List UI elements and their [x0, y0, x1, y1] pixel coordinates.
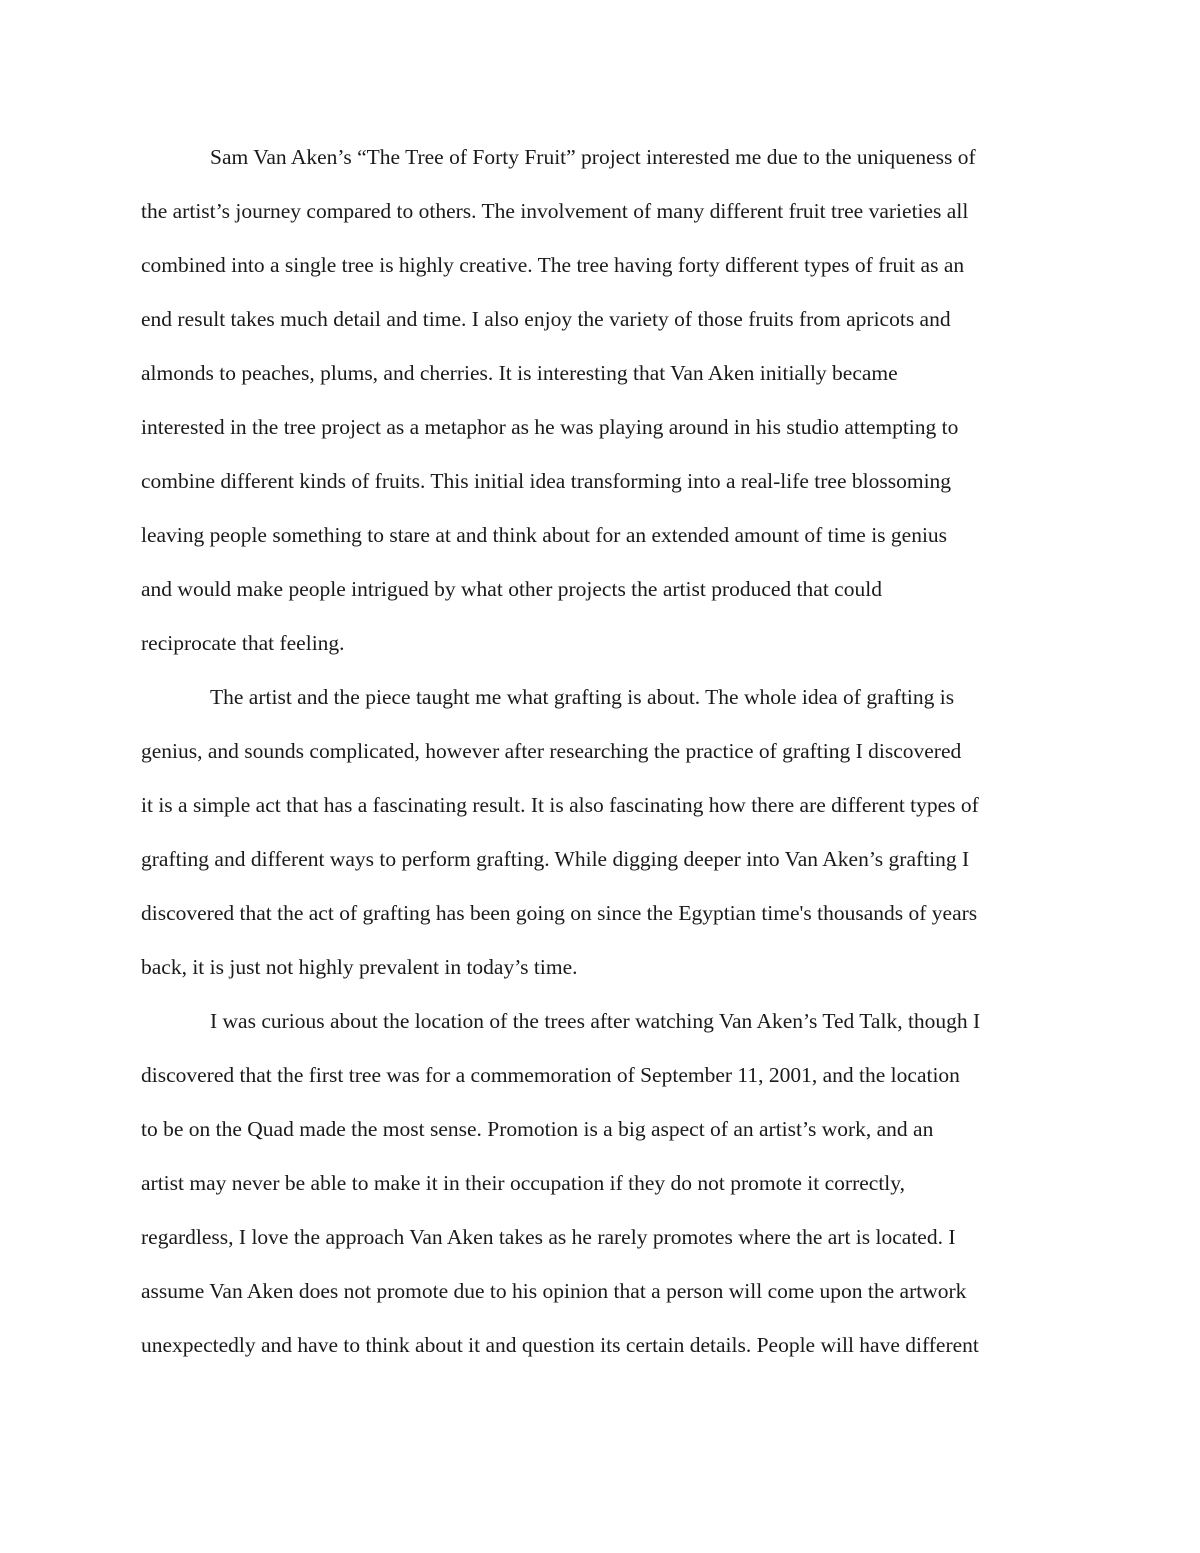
paragraph-1-line-10: reciprocate that feeling.: [141, 631, 345, 655]
paragraph-2-line-5: discovered that the act of grafting has been going on since the Egyptian time's thousands of years: [141, 901, 978, 925]
paragraph-3-line-5: regardless, I love the approach Van Aken takes as he rarely promotes where the art is located. I: [141, 1225, 956, 1249]
paragraph-3-line-7: unexpectedly and have to think about it and question its certain details. People will have different: [141, 1333, 979, 1357]
paragraph-2-line-4: grafting and different ways to perform grafting. While digging deeper into Van Aken’s grafting I: [141, 847, 970, 871]
paragraph-1-line-5: almonds to peaches, plums, and cherries. It is interesting that Van Aken initially became: [141, 361, 898, 385]
paragraph-1-line-6: interested in the tree project as a metaphor as he was playing around in his studio attempting to: [141, 415, 959, 439]
paragraph-3-line-6: assume Van Aken does not promote due to his opinion that a person will come upon the artwork: [141, 1279, 967, 1303]
paragraph-1-line-3: combined into a single tree is highly creative. The tree having forty different types of fruit as an: [141, 253, 965, 277]
paragraph-2-line-3: it is a simple act that has a fascinating result. It is also fascinating how there are different types of: [141, 793, 979, 817]
paragraph-1-line-8: leaving people something to stare at and think about for an extended amount of time is genius: [141, 523, 948, 547]
paragraph-2-line-1: The artist and the piece taught me what grafting is about. The whole idea of grafting is: [210, 685, 955, 709]
paragraph-3-line-1: I was curious about the location of the trees after watching Van Aken’s Ted Talk, though I: [210, 1009, 981, 1033]
paragraph-3-line-4: artist may never be able to make it in their occupation if they do not promote it correctly,: [141, 1171, 905, 1195]
paragraph-2-line-6: back, it is just not highly prevalent in today’s time.: [141, 955, 578, 979]
paragraph-1-line-7: combine different kinds of fruits. This initial idea transforming into a real-life tree blossoming: [141, 469, 952, 493]
paragraph-3-line-2: discovered that the first tree was for a commemoration of September 11, 2001, and the location: [141, 1063, 960, 1087]
paragraph-1-line-4: end result takes much detail and time. I also enjoy the variety of those fruits from apricots and: [141, 307, 951, 331]
paragraph-2-line-2: genius, and sounds complicated, however after researching the practice of grafting I discovered: [141, 739, 962, 763]
paragraph-1-line-2: the artist’s journey compared to others. The involvement of many different fruit tree varieties all: [141, 199, 969, 223]
paragraph-1-line-1: Sam Van Aken’s “The Tree of Forty Fruit” project interested me due to the uniqueness of: [210, 145, 976, 169]
paragraph-3-line-3: to be on the Quad made the most sense. Promotion is a big aspect of an artist’s work, and an: [141, 1117, 934, 1141]
paragraph-1-line-9: and would make people intrigued by what other projects the artist produced that could: [141, 577, 882, 601]
essay-body: [141, 130, 1063, 1372]
